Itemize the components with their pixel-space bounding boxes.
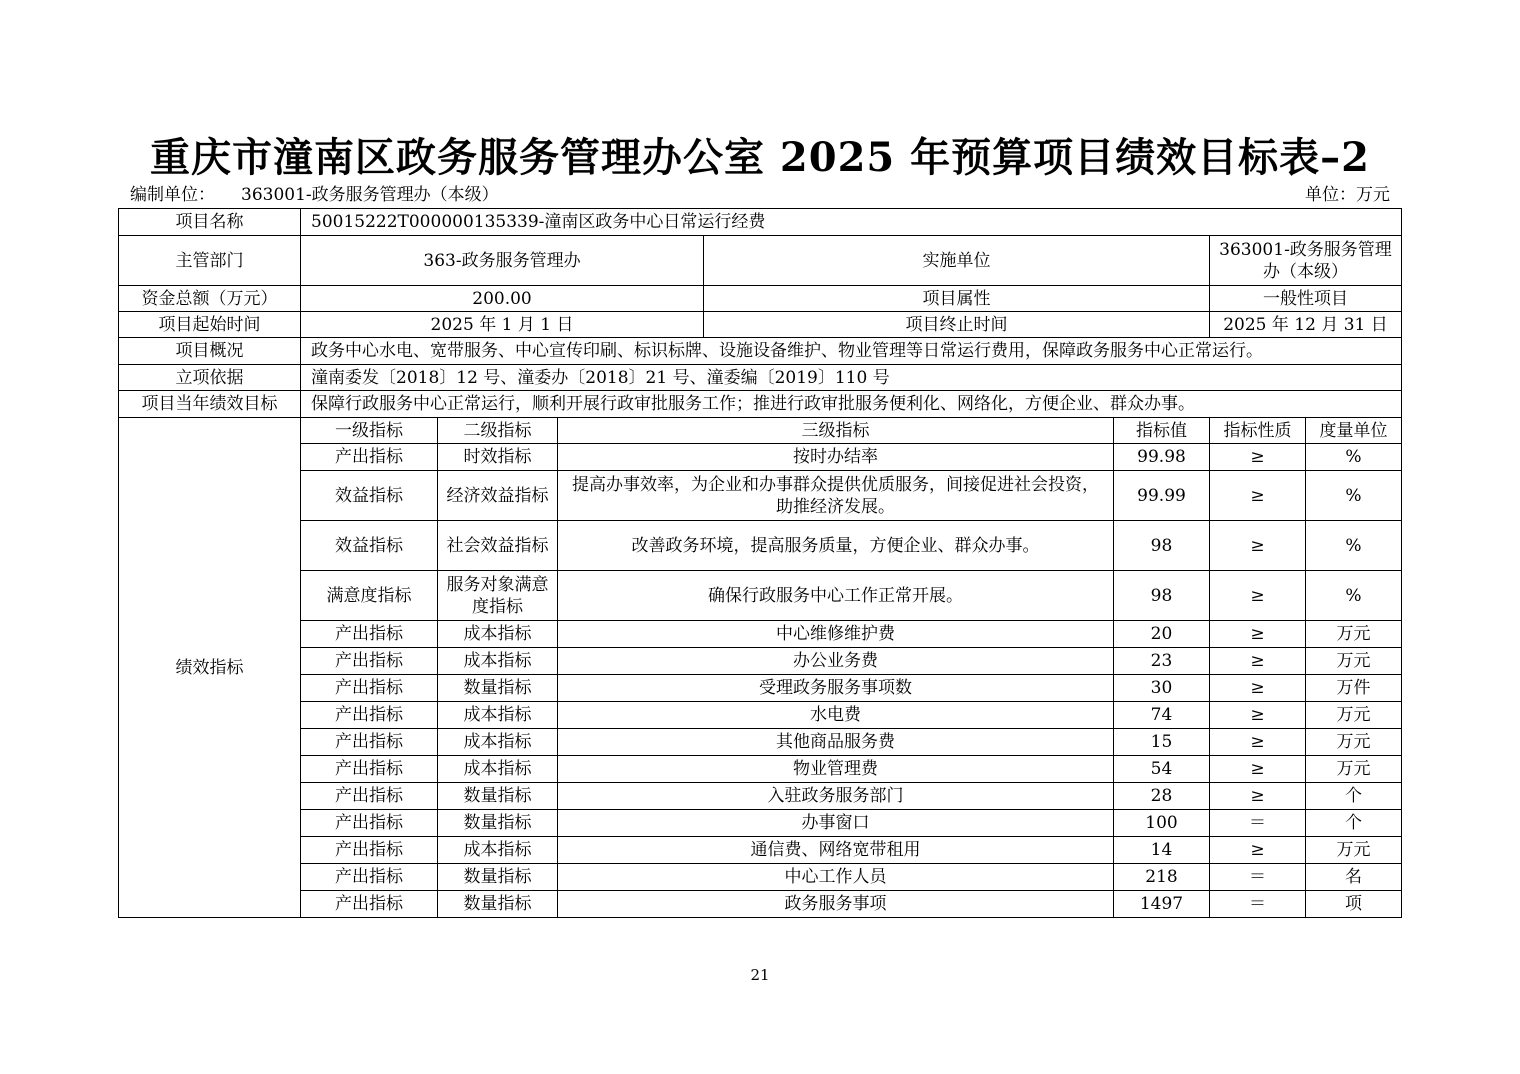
indicator-value: 30	[1114, 675, 1210, 702]
indicator-value: 23	[1114, 648, 1210, 675]
compiling-unit-label: 编制单位：	[130, 185, 215, 205]
indicator-level-2: 成本指标	[438, 621, 558, 648]
indicator-row	[119, 729, 1402, 756]
label-end-date: 项目终止时间	[704, 312, 1210, 338]
indicator-value: 98	[1114, 521, 1210, 571]
value-impl-unit: 363001-政务服务管理办（本级）	[1210, 236, 1402, 286]
indicator-level-1: 产出指标	[301, 810, 438, 837]
indicator-row	[119, 444, 1402, 471]
value-basis: 潼南委发〔2018〕12 号、潼委办〔2018〕21 号、潼委编〔2019〕110 号	[301, 365, 1402, 391]
indicator-value: 99.99	[1114, 471, 1210, 521]
row-overview	[119, 338, 1402, 365]
header-unit: 度量单位	[1306, 418, 1402, 444]
indicator-level-1: 产出指标	[301, 702, 438, 729]
indicator-header-row	[119, 418, 1402, 444]
row-basis	[119, 365, 1402, 391]
indicator-level-2: 成本指标	[438, 837, 558, 864]
indicator-level-1: 产出指标	[301, 621, 438, 648]
indicator-level-2: 数量指标	[438, 810, 558, 837]
indicator-level-1: 满意度指标	[301, 571, 438, 621]
label-annual-goal: 项目当年绩效目标	[119, 391, 301, 418]
indicator-value: 100	[1114, 810, 1210, 837]
indicator-level-3: 办事窗口	[558, 810, 1114, 837]
indicator-nature: ＝	[1210, 891, 1306, 918]
indicator-value: 20	[1114, 621, 1210, 648]
indicator-level-3: 受理政务服务事项数	[558, 675, 1114, 702]
indicator-level-1: 效益指标	[301, 521, 438, 571]
value-start-date: 2025 年 1 月 1 日	[301, 312, 704, 338]
indicator-value: 28	[1114, 783, 1210, 810]
label-overview: 项目概况	[119, 338, 301, 365]
indicator-nature: ≥	[1210, 729, 1306, 756]
indicator-unit: 万元	[1306, 729, 1402, 756]
label-project-attr: 项目属性	[704, 286, 1210, 312]
indicator-level-1: 产出指标	[301, 864, 438, 891]
indicator-nature: ≥	[1210, 756, 1306, 783]
indicator-nature: ≥	[1210, 521, 1306, 571]
indicator-level-3: 按时办结率	[558, 444, 1114, 471]
value-overview: 政务中心水电、宽带服务、中心宣传印刷、标识标牌、设施设备维护、物业管理等日常运行费用，保障政务服务中心正常运行。	[301, 338, 1402, 365]
indicator-level-1: 产出指标	[301, 675, 438, 702]
indicator-level-3: 中心工作人员	[558, 864, 1114, 891]
indicator-unit: 项	[1306, 891, 1402, 918]
indicator-unit: %	[1306, 571, 1402, 621]
indicator-level-2: 成本指标	[438, 729, 558, 756]
currency-unit: 单位：万元	[1305, 185, 1390, 205]
indicator-unit: %	[1306, 444, 1402, 471]
indicator-row	[119, 571, 1402, 621]
indicator-nature: ＝	[1210, 810, 1306, 837]
indicator-level-1: 效益指标	[301, 471, 438, 521]
compiling-unit-value: 363001-政务服务管理办（本级）	[241, 185, 499, 205]
label-impl-unit: 实施单位	[704, 236, 1210, 286]
value-funds: 200.00	[301, 286, 704, 312]
indicator-unit: %	[1306, 521, 1402, 571]
header-level-1: 一级指标	[301, 418, 438, 444]
indicator-unit: %	[1306, 471, 1402, 521]
indicator-unit: 万元	[1306, 621, 1402, 648]
indicator-nature: ≥	[1210, 675, 1306, 702]
indicator-value: 1497	[1114, 891, 1210, 918]
value-department: 363-政务服务管理办	[301, 236, 704, 286]
indicator-nature: ≥	[1210, 621, 1306, 648]
row-annual-goal	[119, 391, 1402, 418]
indicator-unit: 万元	[1306, 837, 1402, 864]
row-project-name	[119, 209, 1402, 236]
indicator-level-3: 物业管理费	[558, 756, 1114, 783]
indicator-unit: 个	[1306, 810, 1402, 837]
value-project-name: 50015222T000000135339-潼南区政务中心日常运行经费	[301, 209, 1402, 236]
indicator-row	[119, 810, 1402, 837]
indicator-level-2: 数量指标	[438, 675, 558, 702]
indicator-value: 54	[1114, 756, 1210, 783]
indicator-value: 99.98	[1114, 444, 1210, 471]
indicator-nature: ≥	[1210, 471, 1306, 521]
indicator-nature: ≥	[1210, 783, 1306, 810]
value-annual-goal: 保障行政服务中心正常运行，顺利开展行政审批服务工作；推进行政审批服务便利化、网络化，方便企业、群众办事。	[301, 391, 1402, 418]
indicator-row	[119, 702, 1402, 729]
indicator-level-2: 数量指标	[438, 891, 558, 918]
indicator-level-3: 改善政务环境，提高服务质量，方便企业、群众办事。	[558, 521, 1114, 571]
label-performance-indicators: 绩效指标	[119, 418, 301, 918]
indicator-level-2: 数量指标	[438, 783, 558, 810]
indicator-level-3: 其他商品服务费	[558, 729, 1114, 756]
indicator-level-3: 通信费、网络宽带租用	[558, 837, 1114, 864]
indicator-unit: 名	[1306, 864, 1402, 891]
indicator-row	[119, 621, 1402, 648]
indicator-level-1: 产出指标	[301, 783, 438, 810]
indicator-value: 74	[1114, 702, 1210, 729]
header-level-2: 二级指标	[438, 418, 558, 444]
indicator-value: 98	[1114, 571, 1210, 621]
indicator-level-3: 入驻政务服务部门	[558, 783, 1114, 810]
indicator-level-3: 确保行政服务中心工作正常开展。	[558, 571, 1114, 621]
indicator-level-3: 政务服务事项	[558, 891, 1114, 918]
value-project-attr: 一般性项目	[1210, 286, 1402, 312]
indicator-level-3: 办公业务费	[558, 648, 1114, 675]
indicator-nature: ≥	[1210, 571, 1306, 621]
indicator-level-1: 产出指标	[301, 891, 438, 918]
header-level-3: 三级指标	[558, 418, 1114, 444]
indicator-unit: 个	[1306, 783, 1402, 810]
indicator-nature: ≥	[1210, 444, 1306, 471]
indicator-nature: ≥	[1210, 702, 1306, 729]
indicator-unit: 万元	[1306, 756, 1402, 783]
value-end-date: 2025 年 12 月 31 日	[1210, 312, 1402, 338]
indicator-level-2: 成本指标	[438, 702, 558, 729]
indicator-row	[119, 471, 1402, 521]
indicator-unit: 万元	[1306, 702, 1402, 729]
performance-table	[118, 208, 1402, 918]
indicator-row	[119, 891, 1402, 918]
indicator-level-1: 产出指标	[301, 837, 438, 864]
indicator-nature: ≥	[1210, 837, 1306, 864]
indicator-value: 15	[1114, 729, 1210, 756]
label-department: 主管部门	[119, 236, 301, 286]
indicator-row	[119, 783, 1402, 810]
indicator-level-1: 产出指标	[301, 648, 438, 675]
row-dates	[119, 312, 1402, 338]
indicator-unit: 万件	[1306, 675, 1402, 702]
indicator-level-1: 产出指标	[301, 729, 438, 756]
indicator-level-3: 中心维修维护费	[558, 621, 1114, 648]
indicator-row	[119, 864, 1402, 891]
indicator-level-1: 产出指标	[301, 756, 438, 783]
label-project-name: 项目名称	[119, 209, 301, 236]
indicator-level-2: 数量指标	[438, 864, 558, 891]
header-nature: 指标性质	[1210, 418, 1306, 444]
indicator-level-2: 经济效益指标	[438, 471, 558, 521]
indicator-row	[119, 521, 1402, 571]
indicator-unit: 万元	[1306, 648, 1402, 675]
indicator-level-3: 水电费	[558, 702, 1114, 729]
row-funds	[119, 286, 1402, 312]
row-department	[119, 236, 1402, 286]
indicator-level-2: 成本指标	[438, 648, 558, 675]
indicator-value: 14	[1114, 837, 1210, 864]
indicator-level-2: 社会效益指标	[438, 521, 558, 571]
compiling-unit	[130, 184, 499, 206]
indicator-level-2: 时效指标	[438, 444, 558, 471]
label-start-date: 项目起始时间	[119, 312, 301, 338]
indicator-nature: ≥	[1210, 648, 1306, 675]
label-basis: 立项依据	[119, 365, 301, 391]
indicator-level-1: 产出指标	[301, 444, 438, 471]
indicator-row	[119, 675, 1402, 702]
indicator-value: 218	[1114, 864, 1210, 891]
indicator-row	[119, 648, 1402, 675]
indicator-nature: ＝	[1210, 864, 1306, 891]
page-number: 21	[750, 966, 770, 984]
document-title: 重庆市潼南区政务服务管理办公室 2025 年预算项目绩效目标表–2	[149, 134, 1370, 181]
indicator-level-2: 成本指标	[438, 756, 558, 783]
label-funds: 资金总额（万元）	[119, 286, 301, 312]
indicator-level-3: 提高办事效率，为企业和办事群众提供优质服务，间接促进社会投资，助推经济发展。	[558, 471, 1114, 521]
indicator-level-2: 服务对象满意度指标	[438, 571, 558, 621]
indicator-row	[119, 837, 1402, 864]
indicator-row	[119, 756, 1402, 783]
header-value: 指标值	[1114, 418, 1210, 444]
